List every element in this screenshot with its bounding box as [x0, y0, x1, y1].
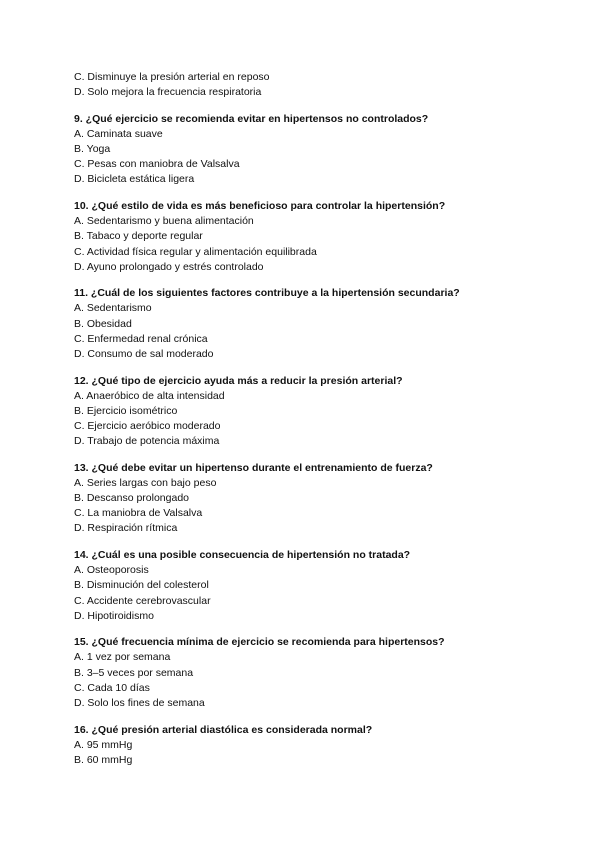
question-title: 9. ¿Qué ejercicio se recomienda evitar en hipertensos no controlados?: [74, 112, 429, 125]
option-item: C. Ejercicio aeróbico moderado: [74, 420, 221, 432]
option-item: A. 95 mmHg: [74, 738, 133, 751]
question-16: [74, 723, 544, 768]
question-title: 11. ¿Cuál de los siguientes factores contribuye a la hipertensión secundaria?: [74, 287, 460, 300]
question-11: [74, 286, 544, 362]
question-10: [74, 199, 544, 275]
option-item: C. Cada 10 días: [74, 681, 150, 694]
option-item: B. Ejercicio isométrico: [74, 404, 178, 417]
option-item: B. Disminución del colesterol: [74, 579, 209, 592]
option-item: B. Yoga: [74, 143, 111, 156]
option-item: C. Pesas con maniobra de Valsalva: [74, 158, 240, 171]
option-item: B. 3–5 veces por semana: [74, 666, 194, 679]
question-title: 16. ¿Qué presión arterial diastólica es considerada normal?: [74, 723, 373, 736]
question-title: 12. ¿Qué tipo de ejercicio ayuda más a reducir la presión arterial?: [74, 374, 403, 387]
option-item: C. Enfermedad renal crónica: [74, 332, 208, 345]
question-15: [74, 635, 544, 711]
option-item: B. Tabaco y deporte regular: [74, 230, 203, 243]
question-12: [74, 374, 544, 450]
option-item: B. Descanso prolongado: [74, 492, 189, 505]
option-item: B. 60 mmHg: [74, 753, 133, 766]
option-item: A. Series largas con bajo peso: [74, 476, 217, 489]
question-14: [74, 548, 544, 624]
question-title: 10. ¿Qué estilo de vida es más beneficioso para controlar la hipertensión?: [74, 200, 446, 213]
option-item: D. Trabajo de potencia máxima: [74, 435, 220, 448]
option-item: A. 1 vez por semana: [74, 651, 171, 664]
option-item: D. Consumo de sal moderado: [74, 347, 214, 360]
option-item: A. Sedentarismo y buena alimentación: [74, 215, 254, 228]
question-title: 13. ¿Qué debe evitar un hipertenso durante el entrenamiento de fuerza?: [74, 461, 433, 474]
option-item: A. Sedentarismo: [74, 302, 152, 315]
option-item: D. Solo mejora la frecuencia respiratoria: [74, 86, 262, 99]
question-9: [74, 112, 544, 188]
option-item: D. Ayuno prolongado y estrés controlado: [74, 260, 264, 273]
option-item: C. Actividad física regular y alimentación equilibrada: [74, 245, 317, 258]
question-13: [74, 461, 544, 537]
document-page: [74, 70, 544, 768]
option-item: B. Obesidad: [74, 317, 132, 330]
lead-options: [74, 70, 544, 100]
option-item: D. Hipotiroidismo: [74, 609, 154, 622]
option-item: A. Anaeróbico de alta intensidad: [74, 389, 225, 402]
option-item: C. Accidente cerebrovascular: [74, 594, 211, 607]
question-title: 15. ¿Qué frecuencia mínima de ejercicio se recomienda para hipertensos?: [74, 636, 445, 649]
option-item: A. Caminata suave: [74, 127, 163, 140]
option-item: D. Bicicleta estática ligera: [74, 173, 195, 186]
question-title: 14. ¿Cuál es una posible consecuencia de hipertensión no tratada?: [74, 549, 411, 562]
option-item: C. La maniobra de Valsalva: [74, 507, 203, 520]
option-item: D. Respiración rítmica: [74, 522, 178, 535]
option-item: C. Disminuye la presión arterial en reposo: [74, 71, 270, 83]
option-item: D. Solo los fines de semana: [74, 696, 205, 709]
option-item: A. Osteoporosis: [74, 564, 149, 577]
